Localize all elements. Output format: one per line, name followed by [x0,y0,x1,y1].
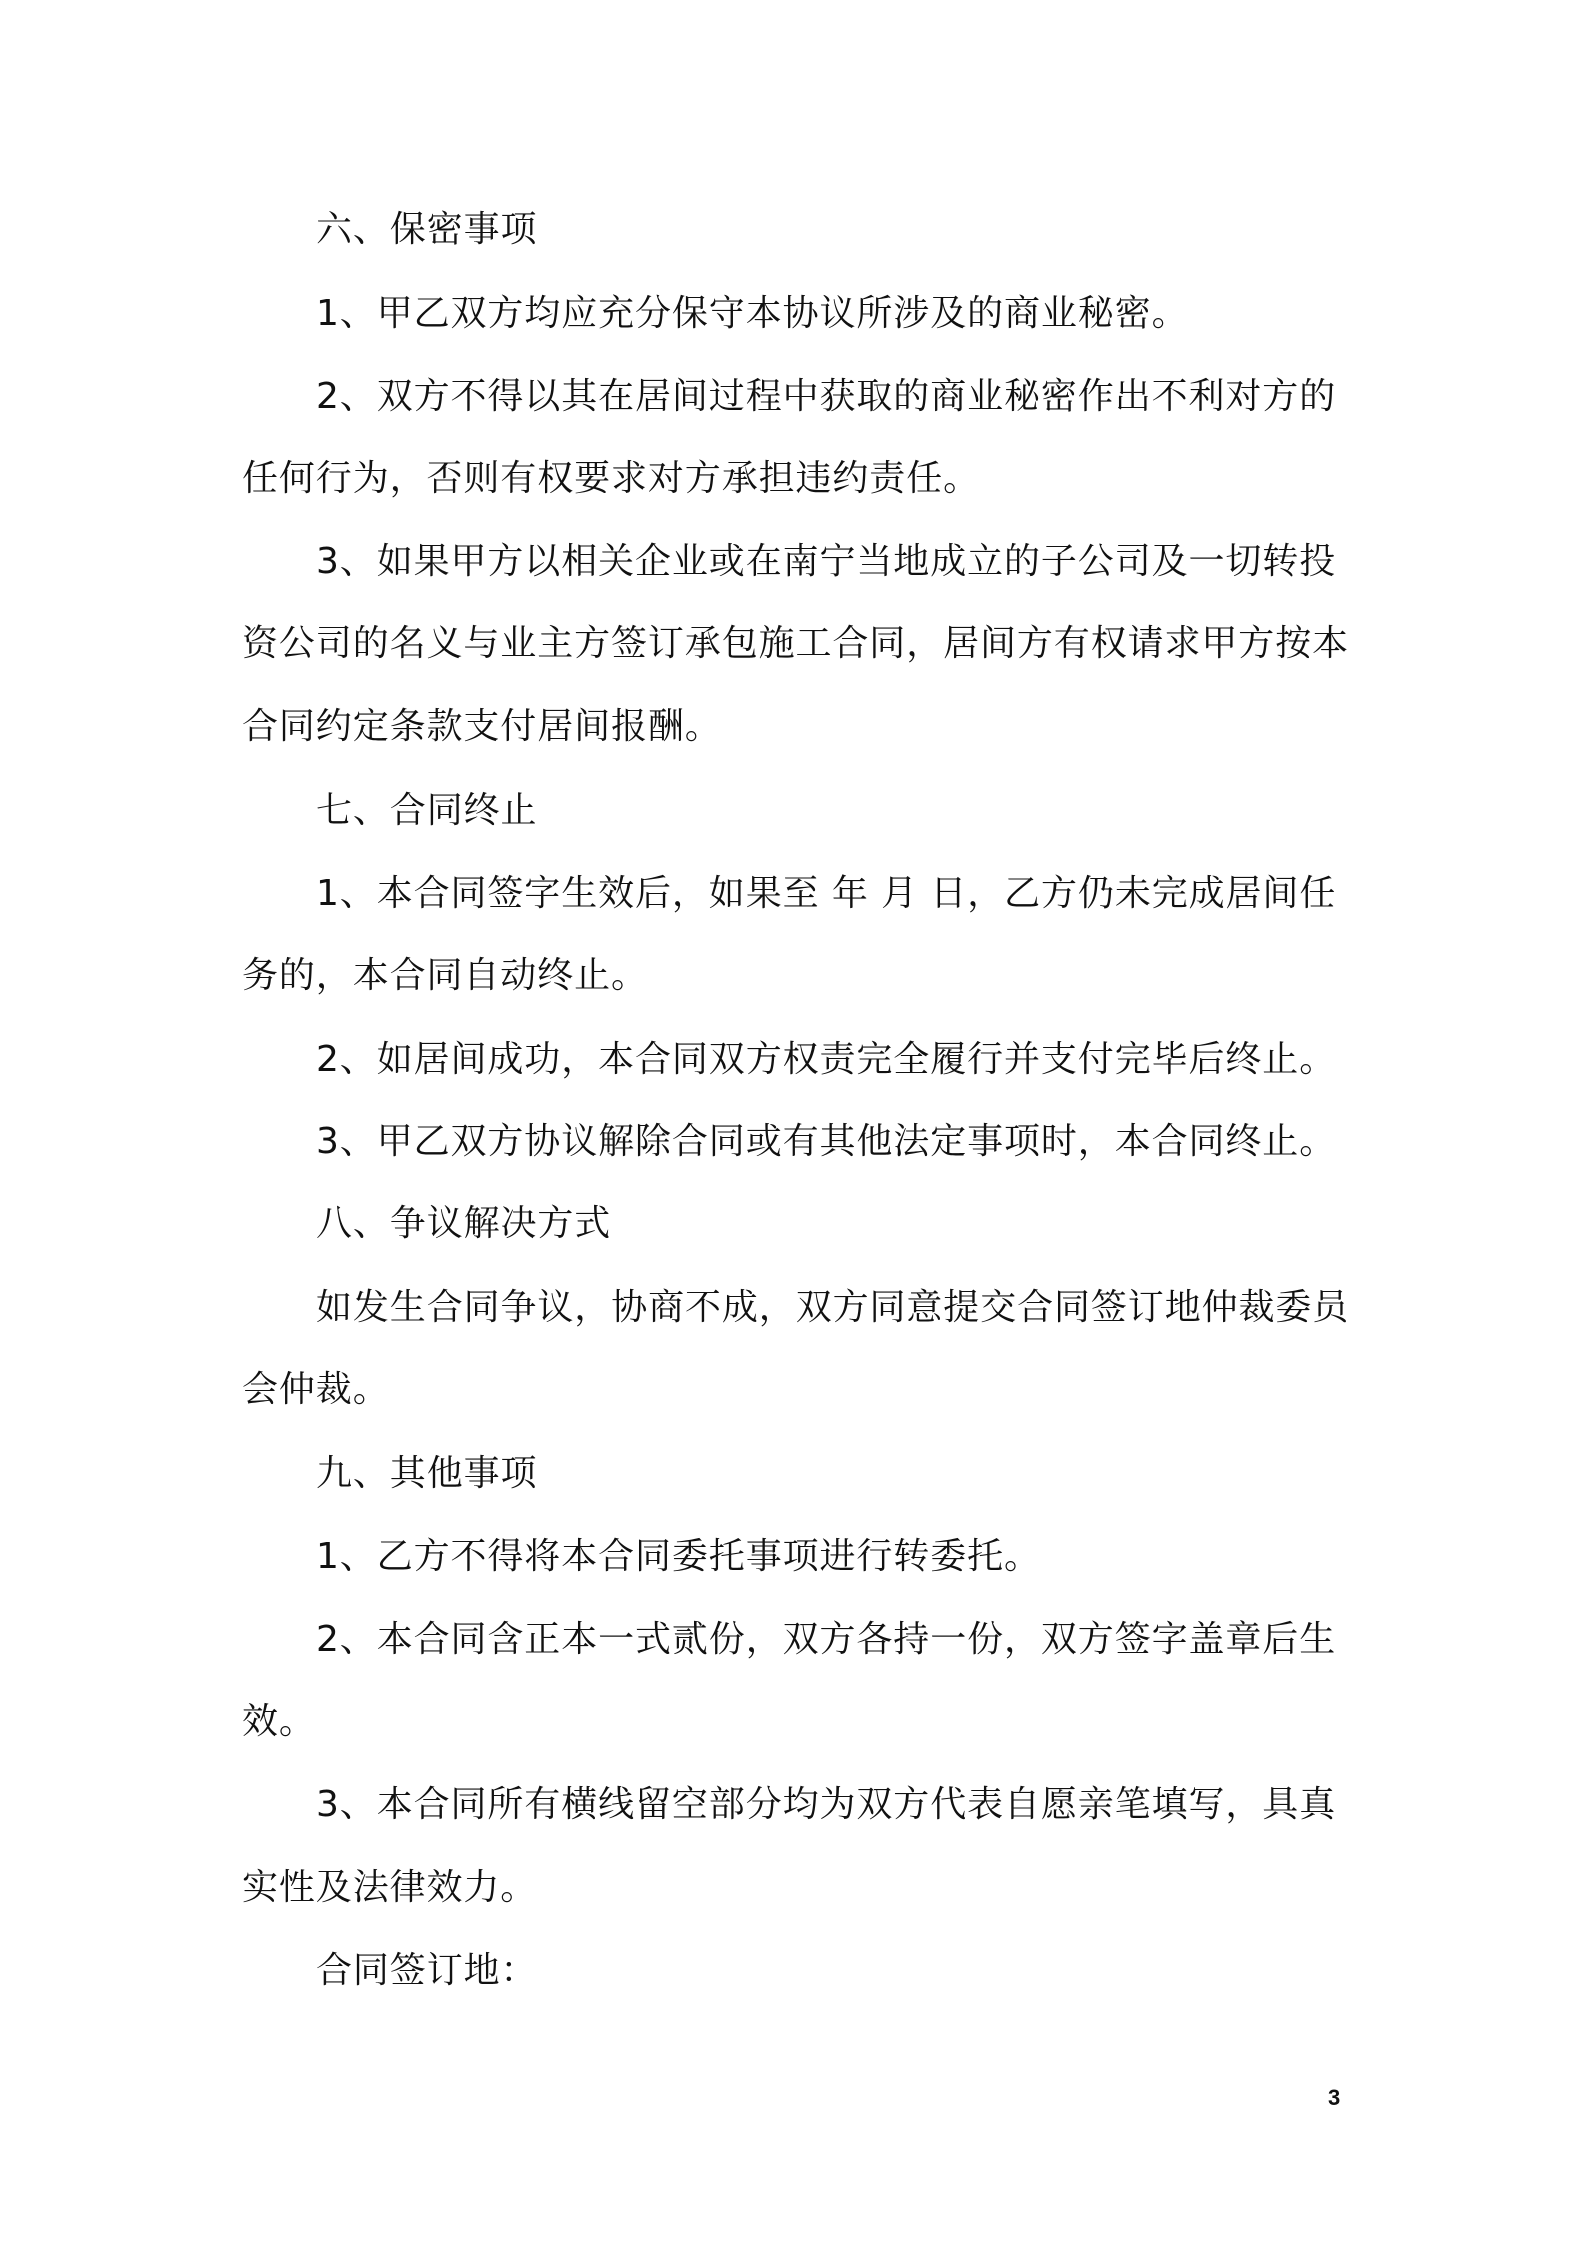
section-heading-termination: 七、合同终止 [316,790,538,831]
paragraph-line: 合同约定条款支付居间报酬。 [242,706,722,747]
paragraph-line: 如发生合同争议，协商不成，双方同意提交合同签订地仲裁委员 [316,1287,1350,1328]
paragraph-line: 2、如居间成功，本合同双方权责完全履行并支付完毕后终止。 [316,1039,1337,1080]
paragraph-line: 2、本合同含正本一式贰份，双方各持一份，双方签字盖章后生 [316,1619,1337,1660]
section-heading-dispute-resolution: 八、争议解决方式 [316,1203,612,1244]
paragraph-line: 2、双方不得以其在居间过程中获取的商业秘密作出不利对方的 [316,376,1337,417]
paragraph-line: 3、甲乙双方协议解除合同或有其他法定事项时，本合同终止。 [316,1121,1337,1162]
paragraph-line: 1、乙方不得将本合同委托事项进行转委托。 [316,1536,1041,1577]
paragraph-line: 资公司的名义与业主方签订承包施工合同，居间方有权请求甲方按本 [242,623,1350,664]
paragraph-line: 3、本合同所有横线留空部分均为双方代表自愿亲笔填写，具真 [316,1784,1337,1825]
section-heading-confidentiality: 六、保密事项 [316,209,538,250]
section-heading-other-matters: 九、其他事项 [316,1453,538,1494]
paragraph-line: 任何行为，否则有权要求对方承担违约责任。 [242,458,981,499]
signing-place-label: 合同签订地： [316,1950,538,1991]
paragraph-line: 实性及法律效力。 [242,1867,538,1908]
page-number: 3 [1328,2085,1341,2110]
paragraph-line: 务的，本合同自动终止。 [242,955,648,996]
paragraph-line: 效。 [242,1701,316,1742]
paragraph-line: 3、如果甲方以相关企业或在南宁当地成立的子公司及一切转投 [316,541,1337,582]
paragraph-line: 1、本合同签字生效后，如果至 年 月 日，乙方仍未完成居间任 [316,873,1337,914]
paragraph-line: 1、甲乙双方均应充分保守本协议所涉及的商业秘密。 [316,293,1189,334]
paragraph-line: 会仲裁。 [242,1369,390,1410]
